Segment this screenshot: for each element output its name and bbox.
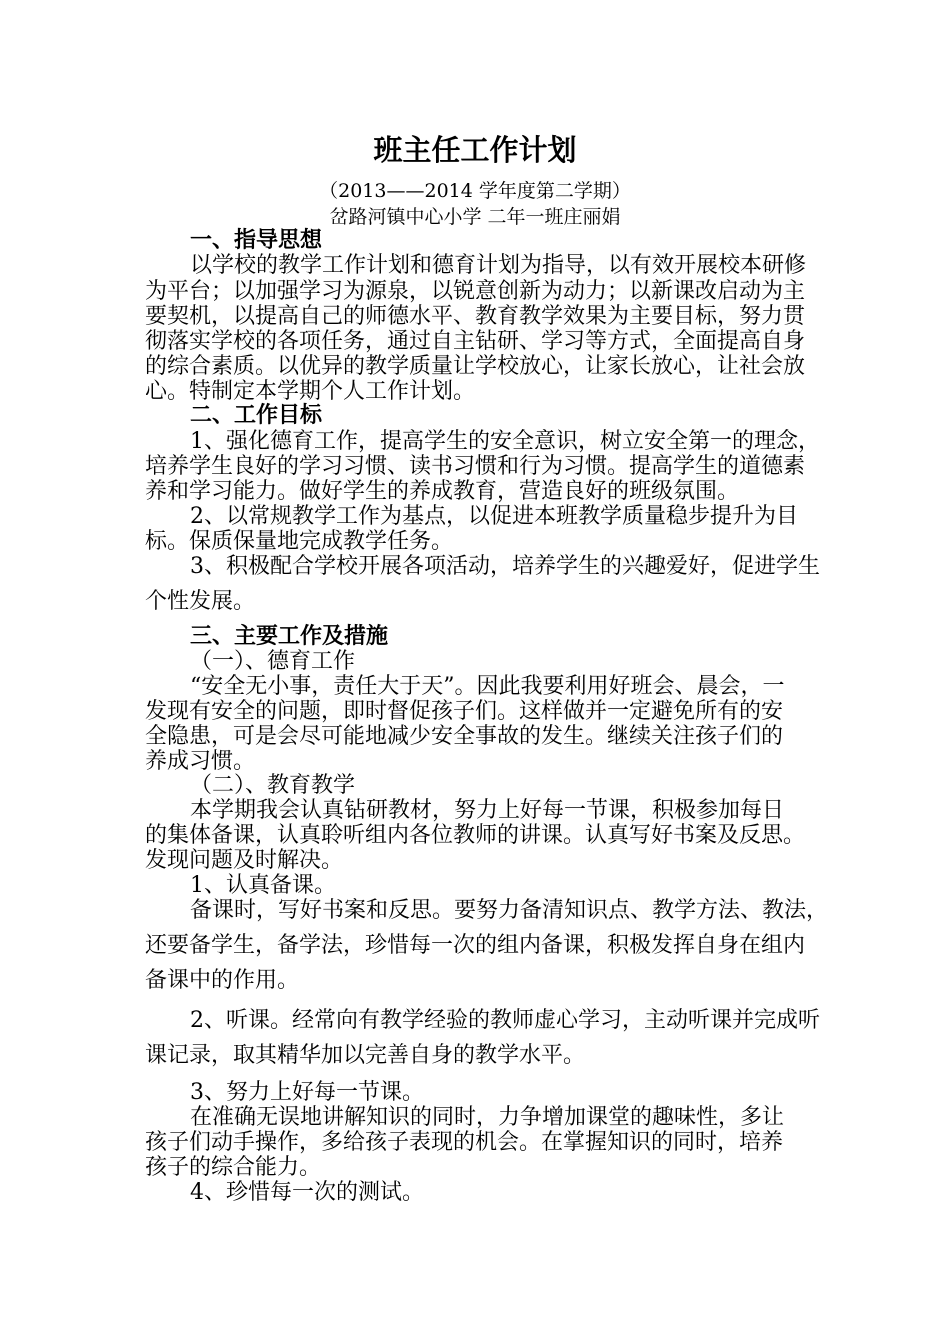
- paragraph-line: 3、努力上好每一节课。: [190, 1080, 424, 1105]
- paragraph-line: 养成习惯。: [145, 749, 256, 774]
- paragraph-line: 孩子的综合能力。: [145, 1155, 322, 1180]
- paragraph-line: 还要备学生，备学法，珍惜每一次的组内备课，积极发挥自身在组内: [145, 933, 806, 958]
- paragraph-line: 的综合素质。以优异的教学质量让学校放心，让家长放心，让社会放: [145, 354, 806, 379]
- paragraph-line: 3、积极配合学校开展各项活动，培养学生的兴趣爱好，促进学生: [190, 554, 820, 579]
- paragraph-line: 1、认真备课。: [190, 873, 336, 898]
- paragraph-line: 标。保质保量地完成教学任务。: [145, 529, 454, 554]
- paragraph-line: 的集体备课，认真聆听组内各位教师的讲课。认真写好书案及反思。: [145, 823, 806, 848]
- subsection-heading: （一）、德育工作: [190, 649, 356, 674]
- paragraph-line: 课记录，取其精华加以完善自身的教学水平。: [145, 1043, 586, 1068]
- paragraph-line: 在准确无误地讲解知识的同时，力争增加课堂的趣味性，多让: [190, 1105, 785, 1130]
- paragraph-line: 发现有安全的问题，即时督促孩子们。这样做并一定避免所有的安: [145, 699, 784, 724]
- paragraph-line: 备课中的作用。: [145, 968, 300, 993]
- paragraph-line: 培养学生良好的学习习惯、读书习惯和行为习惯。提高学生的道德素: [145, 454, 806, 479]
- paragraph-line: 为平台；以加强学习为源泉，以锐意创新为动力；以新课改启动为主: [145, 279, 806, 304]
- paragraph-line: “安全无小事，责任大于天”。因此我要利用好班会、晨会，一: [190, 674, 785, 699]
- paragraph-line: 备课时，写好书案和反思。要努力备清知识点、教学方法、教法，: [190, 898, 829, 923]
- paragraph-line: 1、强化德育工作，提高学生的安全意识，树立安全第一的理念，: [190, 429, 820, 454]
- paragraph-line: 孩子们动手操作，多给孩子表现的机会。在掌握知识的同时，培养: [145, 1130, 784, 1155]
- paragraph-line: 发现问题及时解决。: [145, 848, 344, 873]
- paragraph-line: 彻落实学校的各项任务，通过自主钻研、学习等方式，全面提高自身: [145, 329, 806, 354]
- paragraph-line: 要契机，以提高自己的师德水平、教育教学效果为主要目标，努力贯: [145, 304, 806, 329]
- paragraph-line: 4、珍惜每一次的测试。: [190, 1180, 424, 1205]
- document-title: 班主任工作计划: [373, 133, 577, 167]
- section-heading-guiding-idea: 一、指导思想: [190, 228, 323, 253]
- subsection-heading: （二）、教育教学: [190, 773, 356, 798]
- paragraph-line: 养和学习能力。做好学生的养成教育，营造良好的班级氛围。: [145, 479, 740, 504]
- document-subtitle: （2013——2014 学年度第二学期）: [319, 180, 631, 202]
- paragraph-line: 个性发展。: [145, 589, 256, 614]
- section-heading-main-work: 三、主要工作及措施: [190, 624, 389, 649]
- author-line: 岔路河镇中心小学 二年一班庄丽娟: [329, 206, 621, 228]
- paragraph-line: 全隐患，可是会尽可能地减少安全事故的发生。继续关注孩子们的: [145, 724, 784, 749]
- section-heading-work-goals: 二、工作目标: [190, 403, 323, 428]
- paragraph-line: 本学期我会认真钻研教材，努力上好每一节课，积极参加每日: [190, 798, 785, 823]
- paragraph-line: 2、以常规教学工作为基点，以促进本班教学质量稳步提升为目: [190, 504, 798, 529]
- paragraph-line: 2、听课。经常向有教学经验的教师虚心学习，主动听课并完成听: [190, 1008, 820, 1033]
- paragraph-line: 以学校的教学工作计划和德育计划为指导，以有效开展校本研修: [190, 253, 807, 278]
- paragraph-line: 心。特制定本学期个人工作计划。: [145, 379, 476, 404]
